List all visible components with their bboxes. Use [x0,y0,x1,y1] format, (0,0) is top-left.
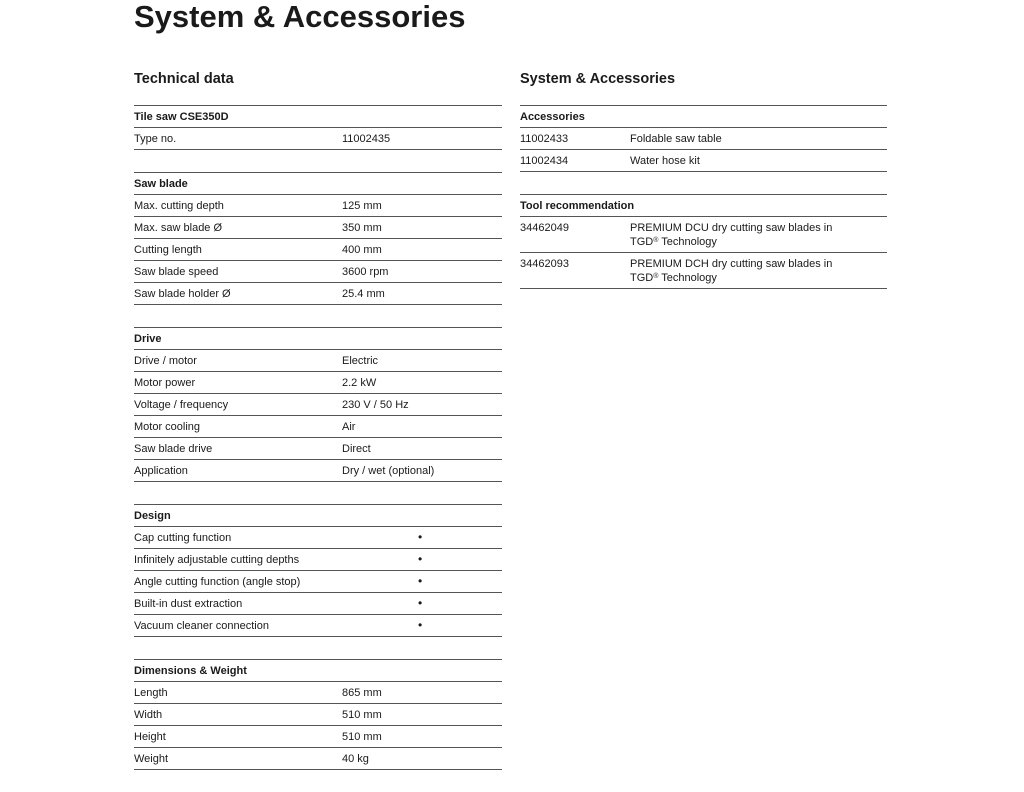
spec-row [134,195,502,217]
article-description [630,221,870,249]
spec-label: Infinitely adjustable cutting depths [134,554,300,566]
article-description [630,257,870,285]
spec-value: 230 V / 50 Hz [342,399,409,411]
spec-row [134,571,502,593]
spec-label: Max. saw blade Ø [134,222,223,234]
spec-label: Weight [134,753,169,765]
description-line-2-suffix: Technology [658,272,717,284]
spec-label: Saw blade drive [134,443,213,455]
spec-label: Voltage / frequency [134,399,229,411]
spec-row [134,438,502,460]
spec-label: Type no. [134,133,177,145]
dimensions-group-title: Dimensions & Weight [134,659,502,682]
page-title: System & Accessories [134,0,466,34]
spec-row [134,726,502,748]
saw-blade-group [134,172,502,305]
article-description: Foldable saw table [630,133,722,145]
spec-row [134,682,502,704]
system-accessories-column [520,70,887,311]
product-group-title: Tile saw CSE350D [134,105,502,128]
spec-row [134,593,502,615]
spec-label: Max. cutting depth [134,200,224,212]
product-group [134,105,502,150]
saw-blade-group-title: Saw blade [134,172,502,195]
spec-value: 510 mm [342,731,382,743]
spec-label: Saw blade holder Ø [134,288,231,300]
spec-value: 11002435 [342,133,391,145]
spec-row [134,549,502,571]
spec-value: Air [342,421,356,433]
drive-group-title: Drive [134,327,502,350]
spec-row [134,372,502,394]
system-accessories-heading: System & Accessories [520,71,676,87]
spec-value: Electric [342,355,379,367]
design-group [134,504,502,637]
description-line-1: PREMIUM DCH dry cutting saw blades in [630,258,833,270]
spec-label: Motor power [134,377,196,389]
description-line-1: PREMIUM DCU dry cutting saw blades in [630,222,833,234]
spec-label: Length [134,687,168,699]
spec-value: 510 mm [342,709,382,721]
article-number: 11002433 [520,133,569,145]
tool-row [520,217,887,253]
technical-data-heading: Technical data [134,71,234,87]
article-number: 34462049 [520,222,569,234]
technical-data-column [134,70,502,792]
description-line-2-prefix: TGD [630,236,654,248]
registered-mark: ® [653,237,659,244]
spec-label: Width [134,709,163,721]
spec-value: 865 mm [342,687,382,699]
spec-label: Height [134,731,166,743]
tool-row [520,253,887,289]
dimensions-group [134,659,502,770]
description-line-2-suffix: Technology [658,236,717,248]
bullet-icon: • [418,574,423,588]
spec-label: Vacuum cleaner connection [134,620,269,632]
spec-row [134,704,502,726]
spec-label: Drive / motor [134,355,197,367]
tool-recommendation-group-title: Tool recommendation [520,194,887,217]
accessories-group-title: Accessories [520,105,887,128]
spec-row [134,350,502,372]
accessory-row [520,128,887,150]
accessory-row [520,150,887,172]
spec-row [134,217,502,239]
spec-row [134,460,502,482]
design-group-title: Design [134,504,502,527]
spec-value: Dry / wet (optional) [342,465,435,477]
spec-row [134,128,502,150]
spec-value: 3600 rpm [342,266,389,278]
spec-label: Cap cutting function [134,532,232,544]
spec-label: Saw blade speed [134,266,219,278]
spec-row [134,261,502,283]
drive-group [134,327,502,482]
bullet-icon: • [418,618,423,632]
spec-value: 125 mm [342,200,382,212]
spec-value: 350 mm [342,222,382,234]
spec-row [134,394,502,416]
spec-value: Direct [342,443,371,455]
spec-value: 40 kg [342,753,369,765]
article-number: 11002434 [520,155,569,167]
spec-row [134,239,502,261]
spec-label: Built-in dust extraction [134,598,243,610]
registered-mark: ® [653,273,659,280]
spec-row [134,748,502,770]
bullet-icon: • [418,552,423,566]
spec-label: Angle cutting function (angle stop) [134,576,301,588]
bullet-icon: • [418,596,423,610]
spec-label: Cutting length [134,244,202,256]
spec-value: 400 mm [342,244,382,256]
bullet-icon: • [418,530,423,544]
spec-value: 25.4 mm [342,288,385,300]
spec-value: 2.2 kW [342,377,377,389]
accessories-group [520,105,887,172]
spec-row [134,283,502,305]
article-number: 34462093 [520,258,569,270]
description-line-2-prefix: TGD [630,272,654,284]
spec-row [134,416,502,438]
article-description: Water hose kit [630,155,700,167]
spec-label: Motor cooling [134,421,201,433]
tool-recommendation-group [520,194,887,289]
spec-label: Application [134,465,188,477]
spec-row [134,527,502,549]
spec-row [134,615,502,637]
